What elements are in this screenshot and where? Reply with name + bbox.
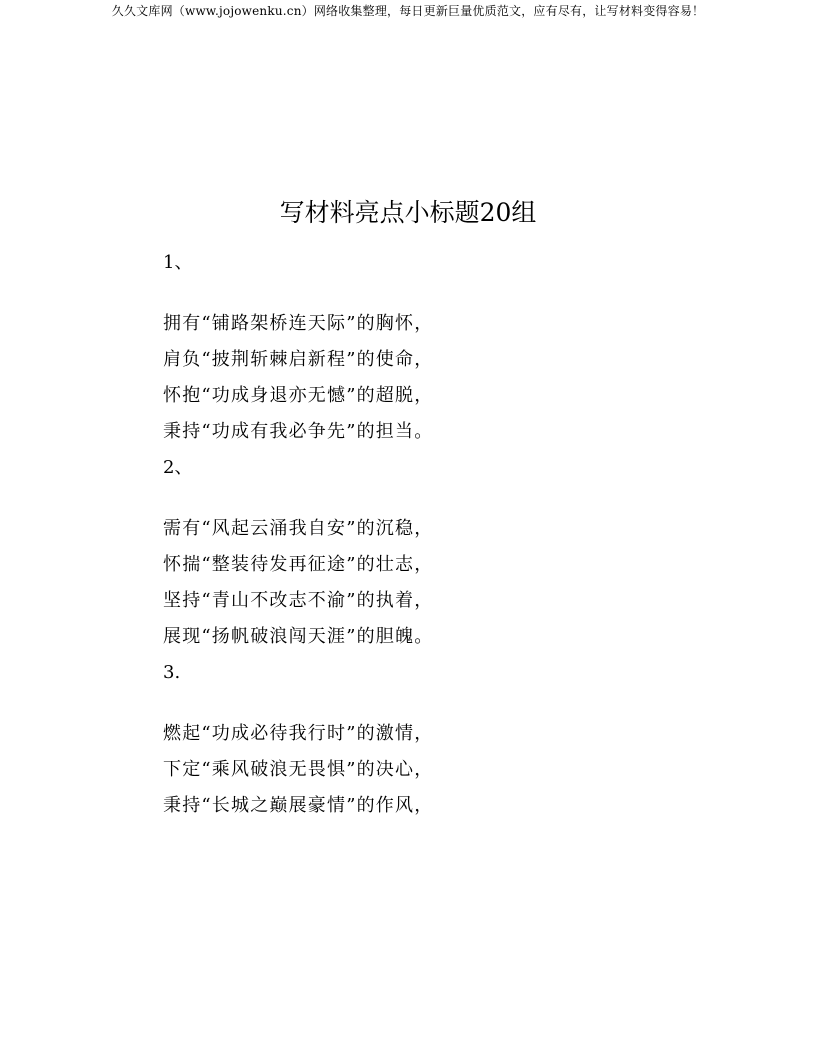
text-line: 怀抱“功成身退亦无憾”的超脱， [163, 385, 434, 406]
page-header: 久久文库网（www.jojowenku.cn）网络收集整理，每日更新巨量优质范文，应有尽有，让写材料变得容易！ [111, 4, 705, 18]
document-body [163, 245, 763, 824]
section-3 [163, 655, 763, 824]
section-number: 3. [163, 662, 181, 683]
text-line: 展现“扬帆破浪闯天涯”的胆魄。 [163, 626, 434, 647]
section-spacer [163, 281, 763, 306]
section-1 [163, 245, 763, 450]
text-line: 肩负“披荆斩棘启新程”的使命， [163, 349, 434, 370]
text-line: 燃起“功成必待我行时”的激情， [163, 723, 434, 744]
text-line: 需有“风起云涌我自安”的沉稳， [163, 518, 434, 539]
text-line: 怀揣“整装待发再征途”的壮志， [163, 554, 434, 575]
section-number: 2、 [163, 457, 193, 478]
document-title: 写材料亮点小标题20组 [279, 198, 537, 227]
section-spacer [163, 486, 763, 511]
section-lines [163, 716, 763, 824]
text-line: 坚持“青山不改志不渝”的执着， [163, 590, 434, 611]
section-2 [163, 450, 763, 655]
text-line: 下定“乘风破浪无畏惧”的决心， [163, 759, 434, 780]
text-line: 拥有“铺路架桥连天际”的胸怀， [163, 313, 434, 334]
text-line: 秉持“功成有我必争先”的担当。 [163, 421, 434, 442]
section-spacer [163, 691, 763, 716]
text-line: 秉持“长城之巅展豪情”的作风， [163, 795, 434, 816]
section-number: 1、 [163, 252, 193, 273]
section-lines [163, 511, 763, 655]
section-lines [163, 306, 763, 450]
